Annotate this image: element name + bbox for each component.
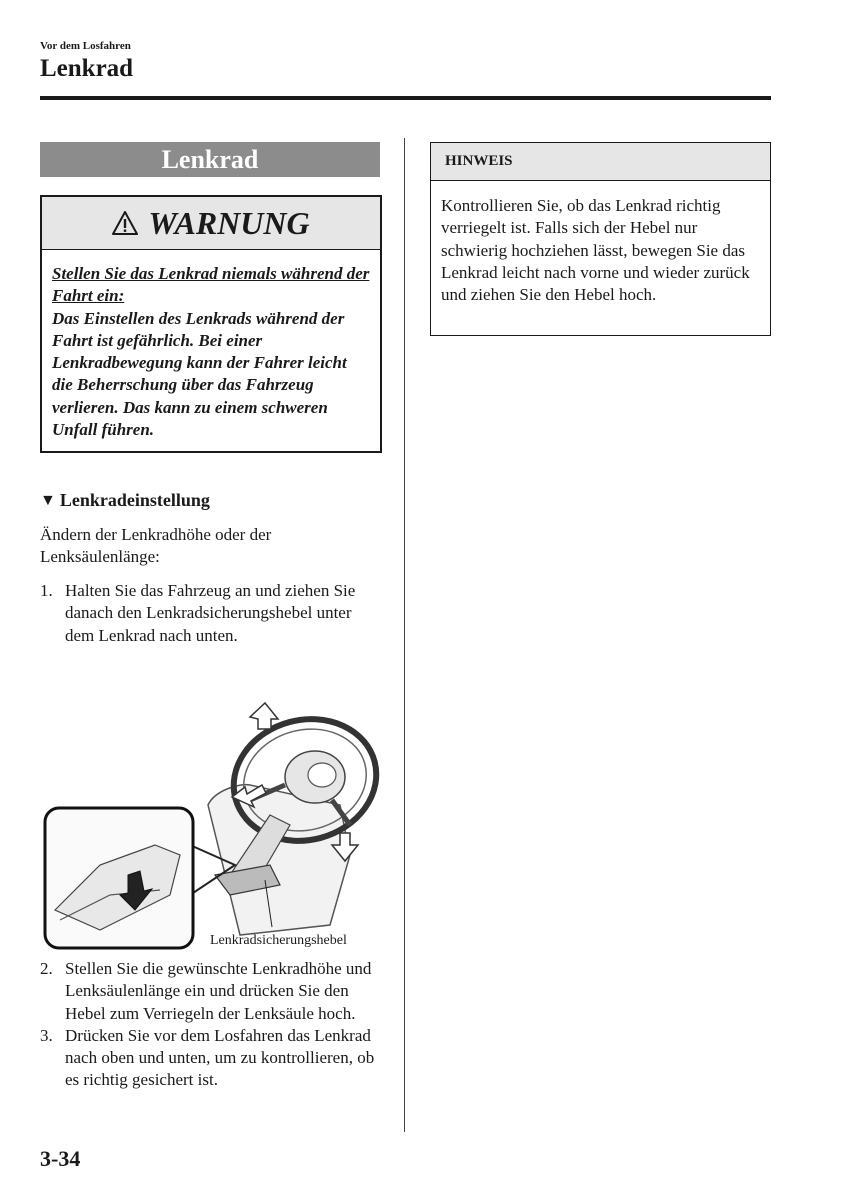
note-text: Kontrollieren Sie, ob das Lenkrad richtig verriegelt ist. Falls sich der Hebel nur schwierig hochziehen lässt, bewegen Sie das Lenkrad leicht nach vorne und wieder zurück und ziehen Sie den Hebel hoch. [441, 196, 750, 305]
step-number: 2. [40, 959, 53, 978]
warning-header [42, 197, 380, 250]
warning-text: Das Einstellen des Lenkrads während der Fahrt ist gefährlich. Bei einer Lenkradbewegung kann der Fahrer leicht die Beherrschung über das Fahrzeug verlieren. Das kann zu einem schweren Unfall führen. [52, 308, 347, 440]
header-rule [40, 96, 771, 100]
step-item [40, 1025, 385, 1092]
step-list [40, 958, 385, 1092]
intro-paragraph: Ändern der Lenkradhöhe oder der Lenksäulenlänge: [40, 525, 272, 567]
subheading-text: Lenkradeinstellung [59, 490, 210, 510]
column-divider [404, 138, 405, 1132]
note-title: HINWEIS [431, 143, 770, 181]
step-text: Drücken Sie vor dem Losfahren das Lenkrad nach oben und unten, um zu kontrollieren, ob es richtig gesichert ist. [65, 1025, 375, 1090]
warning-box [40, 195, 382, 453]
figure-caption: Lenkradsicherungshebel [210, 933, 347, 948]
warning-body [42, 250, 380, 441]
triangle-down-icon: ▼ [40, 491, 56, 509]
step-number: 3. [40, 1025, 53, 1045]
page-title: Lenkrad [40, 55, 134, 82]
subheading [40, 490, 210, 511]
step-text: Halten Sie das Fahrzeug an und ziehen Sie danach den Lenkradsicherungshebel unter dem Lenkrad nach unten. [65, 581, 356, 645]
page-number: 3-34 [40, 1146, 81, 1171]
step-number: 1. [40, 581, 53, 600]
note-box [430, 142, 771, 336]
breadcrumb: Vor dem Losfahren [40, 40, 131, 52]
warning-lead: Stellen Sie das Lenkrad niemals während der Fahrt ein: [52, 264, 370, 306]
warning-triangle-icon [112, 210, 138, 236]
step-item [40, 958, 385, 1025]
step-text: Stellen Sie die gewünschte Lenkradhöhe und Lenksäulenlänge ein und drücken Sie den Hebel zum Verriegeln der Lenksäule hoch. [65, 959, 372, 1023]
section-banner: Lenkrad [40, 142, 380, 177]
step-item [40, 580, 370, 647]
warning-title: WARNUNG [148, 204, 310, 241]
steering-wheel-illustration [40, 695, 385, 960]
